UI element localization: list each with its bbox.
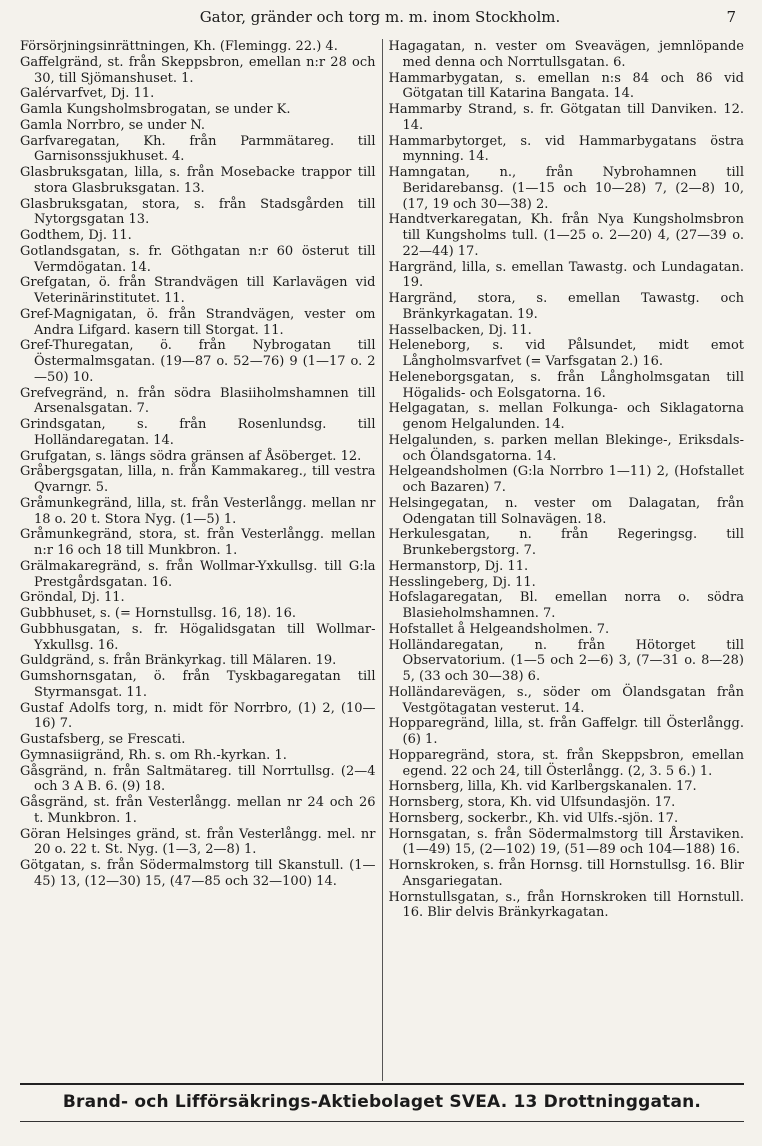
street-entry: Grufgatan, s. längs södra gränsen af Åsöberget. 12. xyxy=(20,448,362,464)
street-entry: Hammarbygatan, s. emellan n:s 84 och 86 vid Götgatan till Katarina Bangata. 14. xyxy=(388,70,744,102)
street-entry: Hornsberg, stora, Kh. vid Ulfsundasjön. 17. xyxy=(388,795,676,810)
street-entry: Gustafsberg, se Frescati. xyxy=(20,732,186,747)
street-entry: Gamla Kungsholmsbrogatan, se under K. xyxy=(20,102,291,117)
page-number: 7 xyxy=(726,8,736,26)
street-entry: Garfvaregatan, Kh. från Parmmätareg. till Garnisonssjukhuset. 4. xyxy=(20,133,376,165)
street-entry: Godthem, Dj. 11. xyxy=(20,228,132,243)
street-entry: Gubbhusgatan, s. fr. Högalidsgatan till Wollmar-Yxkullsg. 16. xyxy=(20,621,376,653)
street-entry: Gubbhuset, s. (= Hornstullsg. 16, 18). 16. xyxy=(20,606,296,621)
street-entry: Hornsberg, sockerbr., Kh. vid Ulfs.-sjön. 17. xyxy=(388,810,679,826)
street-entry: Glasbruksgatan, lilla, s. från Mosebacke trappor till stora Glasbruksgatan. 13. xyxy=(20,165,376,196)
street-entry: Gref-Magnigatan, ö. från Strandvägen, vester om Andra Lifgard. kasern till Storgat. 11. xyxy=(20,306,376,338)
street-entry: Gaffelgränd, st. från Skeppsbron, emellan n:r 28 och 30, till Sjömanshuset. 1. xyxy=(20,54,376,86)
street-entry: Gref-Thuregatan, ö. från Nybrogatan till Östermalmsgatan. (19—87 o. 52—76) 9 (1—17 o. 2—50) 10. xyxy=(20,338,376,385)
street-entry: Hammarbytorget, s. vid Hammarbygatans östra mynning. 14. xyxy=(388,133,744,165)
street-index xyxy=(20,39,744,1081)
street-entry: Hesslingeberg, Dj. 11. xyxy=(388,574,536,590)
street-entry: Gråbergsgatan, lilla, n. från Kammakareg., till vestra Qvarngr. 5. xyxy=(20,464,376,495)
street-entry: Götgatan, s. från Södermalmstorg till Skanstull. (1—45) 13, (12—30) 15, (47—85 och 32—100) 14. xyxy=(20,858,376,889)
street-entry: Grefvegränd, n. från södra Blasiiholmshamnen till Arsenalsgatan. 7. xyxy=(20,385,376,417)
street-entry: Gotlandsgatan, s. fr. Göthgatan n:r 60 österut till Vermdögatan. 14. xyxy=(20,243,376,275)
street-entry: Gröndal, Dj. 11. xyxy=(20,590,125,606)
street-entry: Hofstallet å Helgeandsholmen. 7. xyxy=(388,621,610,637)
street-entry: Hagagatan, n. vester om Sveavägen, jemnlöpande med denna och Norrtullsgatan. 6. xyxy=(388,39,744,70)
street-entry: Guldgränd, s. från Bränkyrkag. till Mälaren. 19. xyxy=(20,653,337,669)
street-entry: Gamla Norrbro, se under N. xyxy=(20,117,206,133)
street-entry: Gråmunkegränd, stora, st. från Vesterlångg. mellan n:r 16 och 18 till Munkbron. 1. xyxy=(20,527,376,558)
street-entry: Herkulesgatan, n. från Regeringsg. till Brunkebergstorg. 7. xyxy=(388,527,744,558)
street-entry: Holländaregatan, n. från Hötorget till Observatorium. (1—5 och 2—6) 3, (7—31 o. 8—28) 5, (33 och 30—38) 6. xyxy=(388,637,744,684)
street-entry: Grefgatan, ö. från Strandvägen till Karlavägen vid Veterinärinstitutet. 11. xyxy=(20,275,376,306)
street-entry: Helgeandsholmen (G:la Norrbro 1—11) 2, (Hofstallet och Bazaren) 7. xyxy=(388,464,744,495)
street-entry: Helgagatan, s. mellan Folkunga- och Siklagatorna genom Helgalunden. 14. xyxy=(388,401,744,432)
street-entry: Hargränd, stora, s. emellan Tawastg. och Bränkyrkagatan. 19. xyxy=(388,291,744,322)
street-entry: Heleneborg, s. vid Pålsundet, midt emot Långholmsvarfvet (= Varfsgatan 2.) 16. xyxy=(388,338,744,369)
street-entry: Hopparegränd, stora, st. från Skeppsbron, emellan egend. 22 och 24, till Österlångg. (2, 3. 5 6.) 1. xyxy=(388,747,744,779)
street-entry: Gymnasiigränd, Rh. s. om Rh.-kyrkan. 1. xyxy=(20,747,287,763)
street-entry: Hornsberg, lilla, Kh. vid Karlbergskanalen. 17. xyxy=(388,779,697,795)
street-entry: Hornskroken, s. från Hornsg. till Hornstullsg. 16. Blir Ansgariegatan. xyxy=(388,858,744,889)
page-title: Gator, gränder och torg m. m. inom Stockholm. xyxy=(199,8,561,26)
street-entry: Hermanstorp, Dj. 11. xyxy=(388,558,529,574)
street-entry: Hornsgatan, s. från Södermalmstorg till Årstaviken. (1—49) 15, (2—102) 19, (51—89 och 104—188) 16. xyxy=(388,826,744,858)
street-entry: Hopparegränd, lilla, st. från Gaffelgr. till Österlångg. (6) 1. xyxy=(388,716,744,747)
left-column xyxy=(20,39,382,1081)
street-entry: Gåsgränd, st. från Vesterlångg. mellan nr 24 och 26 t. Munkbron. 1. xyxy=(20,795,376,826)
page-header xyxy=(20,4,740,30)
bottom-rule xyxy=(20,1121,744,1122)
street-entry: Galérvarfvet, Dj. 11. xyxy=(20,86,155,102)
street-entry: Gråmunkegränd, lilla, st. från Vesterlångg. mellan nr 18 o. 20 t. Stora Nyg. (1—5) 1. xyxy=(20,495,376,527)
street-entry: Hargränd, lilla, s. emellan Tawastg. och Lundagatan. 19. xyxy=(388,259,744,291)
right-column xyxy=(382,39,745,1081)
advertisement-footer: Brand- och Lifförsäkrings-Aktiebolaget SVEA. 13 Drottninggatan. xyxy=(20,1083,744,1115)
street-entry: Hofslagaregatan, Bl. emellan norra o. södra Blasieholmshamnen. 7. xyxy=(388,590,744,621)
street-entry: Hammarby Strand, s. fr. Götgatan till Danviken. 12. 14. xyxy=(388,102,744,133)
street-entry: Försörjningsinrättningen, Kh. (Flemingg. 22.) 4. xyxy=(20,39,338,54)
street-entry: Gumshornsgatan, ö. från Tyskbagaregatan till Styrmansgat. 11. xyxy=(20,669,376,700)
street-entry: Hornstullsgatan, s., från Hornskroken till Hornstull. 16. Blir delvis Bränkyrkagatan. xyxy=(388,889,744,921)
street-entry: Grälmakaregränd, s. från Wollmar-Yxkullsg. till G:la Prestgårdsgatan. 16. xyxy=(20,558,376,590)
street-entry: Glasbruksgatan, stora, s. från Stadsgården till Nytorgsgatan 13. xyxy=(20,196,376,228)
street-entry: Helsingegatan, n. vester om Dalagatan, från Odengatan till Solnavägen. 18. xyxy=(388,495,744,527)
street-entry: Göran Helsinges gränd, st. från Vesterlångg. mel. nr 20 o. 22 t. St. Nyg. (1—3, 2—8) 1. xyxy=(20,826,376,858)
street-entry: Heleneborgsgatan, s. från Långholmsgatan till Högalids- och Eolsgatorna. 16. xyxy=(388,369,744,401)
street-entry: Helgalunden, s. parken mellan Blekinge-, Eriksdals- och Ölandsgatorna. 14. xyxy=(388,432,744,464)
street-entry: Gåsgränd, n. från Saltmätareg. till Norrtullsg. (2—4 och 3 A B. 6. (9) 18. xyxy=(20,763,376,795)
street-entry: Handtverkaregatan, Kh. från Nya Kungsholmsbron till Kungsholms tull. (1—25 o. 2—20) 4, (27—39 o. 22—44) 17. xyxy=(388,212,744,259)
street-entry: Holländarevägen, s., söder om Ölandsgatan från Vestgötagatan vesterut. 14. xyxy=(388,684,744,716)
street-entry: Hasselbacken, Dj. 11. xyxy=(388,322,532,338)
street-entry: Grindsgatan, s. från Rosenlundsg. till Holländaregatan. 14. xyxy=(20,417,376,448)
street-entry: Gustaf Adolfs torg, n. midt för Norrbro, (1) 2, (10—16) 7. xyxy=(20,700,376,732)
street-entry: Hamngatan, n., från Nybrohamnen till Beridarebansg. (1—15 och 10—28) 7, (2—8) 10, (17, 19 och 30—38) 2. xyxy=(388,165,744,212)
